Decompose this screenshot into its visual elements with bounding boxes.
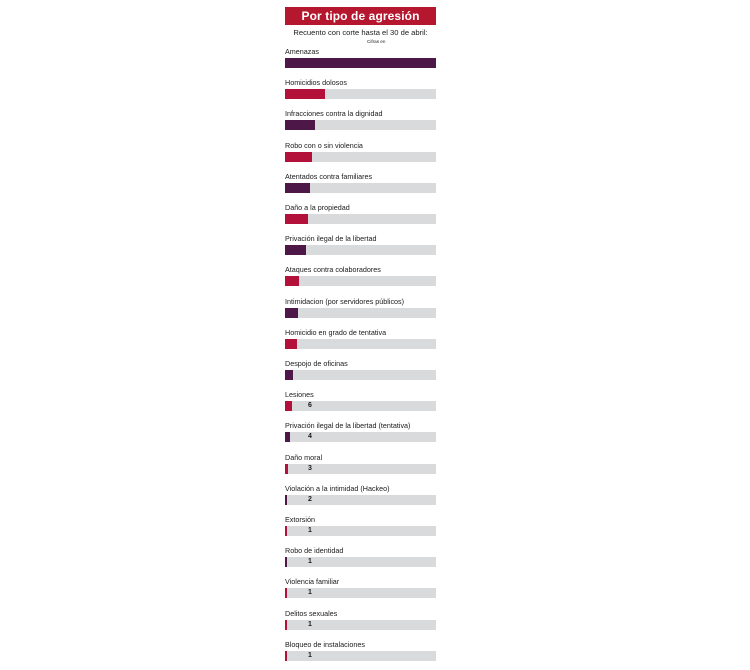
category-label: Daño moral bbox=[285, 452, 323, 462]
category-label: Violación a la intimidad (Hackeo) bbox=[285, 483, 390, 493]
bar-row bbox=[285, 172, 436, 202]
bar-row bbox=[285, 577, 436, 607]
bar bbox=[285, 276, 299, 286]
bar-track bbox=[285, 339, 436, 349]
bar-track bbox=[285, 89, 436, 99]
bar-row bbox=[285, 78, 436, 108]
bar bbox=[285, 432, 290, 442]
category-label: Privación ilegal de la libertad bbox=[285, 234, 377, 244]
bar bbox=[285, 89, 325, 99]
category-label: Extorsión bbox=[285, 515, 315, 524]
category-label: Robo de identidad bbox=[285, 546, 344, 556]
bar-row bbox=[285, 265, 436, 295]
bar bbox=[285, 557, 287, 567]
bar-row bbox=[285, 421, 436, 451]
bar bbox=[285, 464, 288, 474]
category-label: Atentados contra familiares bbox=[285, 171, 373, 181]
category-label: Homicidios dolosos bbox=[285, 78, 347, 88]
chart-subtitle: Recuento con corte hasta el 30 de abril: bbox=[293, 28, 428, 37]
bar-row bbox=[285, 47, 436, 77]
bar-track bbox=[285, 58, 436, 68]
bar-row bbox=[285, 453, 436, 483]
bar-row bbox=[285, 141, 436, 171]
bar bbox=[285, 120, 315, 130]
category-label: Infracciones contra la dignidad bbox=[285, 109, 383, 119]
bar-row bbox=[285, 203, 436, 233]
value-label: 1 bbox=[308, 527, 312, 534]
bar bbox=[285, 58, 436, 68]
category-label: Homicidio en grado de tentativa bbox=[285, 327, 387, 337]
bar-row bbox=[285, 359, 436, 389]
bar bbox=[285, 495, 287, 505]
bar bbox=[285, 183, 310, 193]
value-label: 1 bbox=[308, 558, 312, 566]
value-label: 1 bbox=[308, 589, 312, 597]
value-label: 2 bbox=[308, 495, 312, 503]
bar bbox=[285, 339, 297, 349]
bar bbox=[285, 588, 287, 598]
bar bbox=[285, 526, 287, 536]
bar-track bbox=[285, 120, 436, 130]
unit-label: Cifras en bbox=[367, 39, 386, 44]
chart-title: Por tipo de agresión bbox=[285, 7, 436, 25]
bar bbox=[285, 152, 312, 162]
bar-row bbox=[285, 109, 436, 139]
category-label: Lesiones bbox=[285, 390, 314, 400]
bar-row bbox=[285, 328, 436, 358]
bar-row bbox=[285, 390, 436, 420]
bar-row bbox=[285, 297, 436, 327]
bar bbox=[285, 370, 293, 380]
category-label: Intimidacion (por servidores públicos) bbox=[285, 296, 405, 306]
bar-track bbox=[285, 152, 436, 162]
bar-row bbox=[285, 515, 436, 545]
value-label: 4 bbox=[308, 433, 312, 441]
chart-panel bbox=[285, 7, 436, 659]
value-label: 3 bbox=[308, 464, 312, 472]
category-label: Amenazas bbox=[285, 47, 319, 56]
category-label: Despojo de oficinas bbox=[285, 359, 348, 368]
value-label: 1 bbox=[308, 620, 312, 628]
bar bbox=[285, 308, 298, 318]
bar-row bbox=[285, 484, 436, 514]
category-label: Violencia familiar bbox=[285, 577, 340, 587]
bar bbox=[285, 214, 308, 224]
bar-track bbox=[285, 214, 436, 224]
category-label: Bloqueo de instalaciones bbox=[285, 639, 365, 649]
bar-row bbox=[285, 640, 436, 670]
bar bbox=[285, 651, 287, 661]
bar bbox=[285, 401, 292, 411]
bar-row bbox=[285, 546, 436, 576]
value-label: 1 bbox=[308, 651, 312, 659]
bar-track bbox=[285, 276, 436, 286]
bar bbox=[285, 620, 287, 630]
bar-track bbox=[285, 183, 436, 193]
bar-row bbox=[285, 609, 436, 639]
category-label: Robo con o sin violencia bbox=[285, 140, 363, 150]
bar-track bbox=[285, 308, 436, 318]
category-label: Privación ilegal de la libertad (tentativa) bbox=[285, 421, 411, 431]
category-label: Daño a la propiedad bbox=[285, 203, 350, 212]
bar-row bbox=[285, 234, 436, 264]
value-label: 6 bbox=[308, 402, 312, 410]
category-label: Ataques contra colaboradores bbox=[285, 265, 381, 275]
bar-track bbox=[285, 245, 436, 255]
bar-track bbox=[285, 370, 436, 380]
category-label: Delitos sexuales bbox=[285, 608, 338, 618]
bar bbox=[285, 245, 306, 255]
